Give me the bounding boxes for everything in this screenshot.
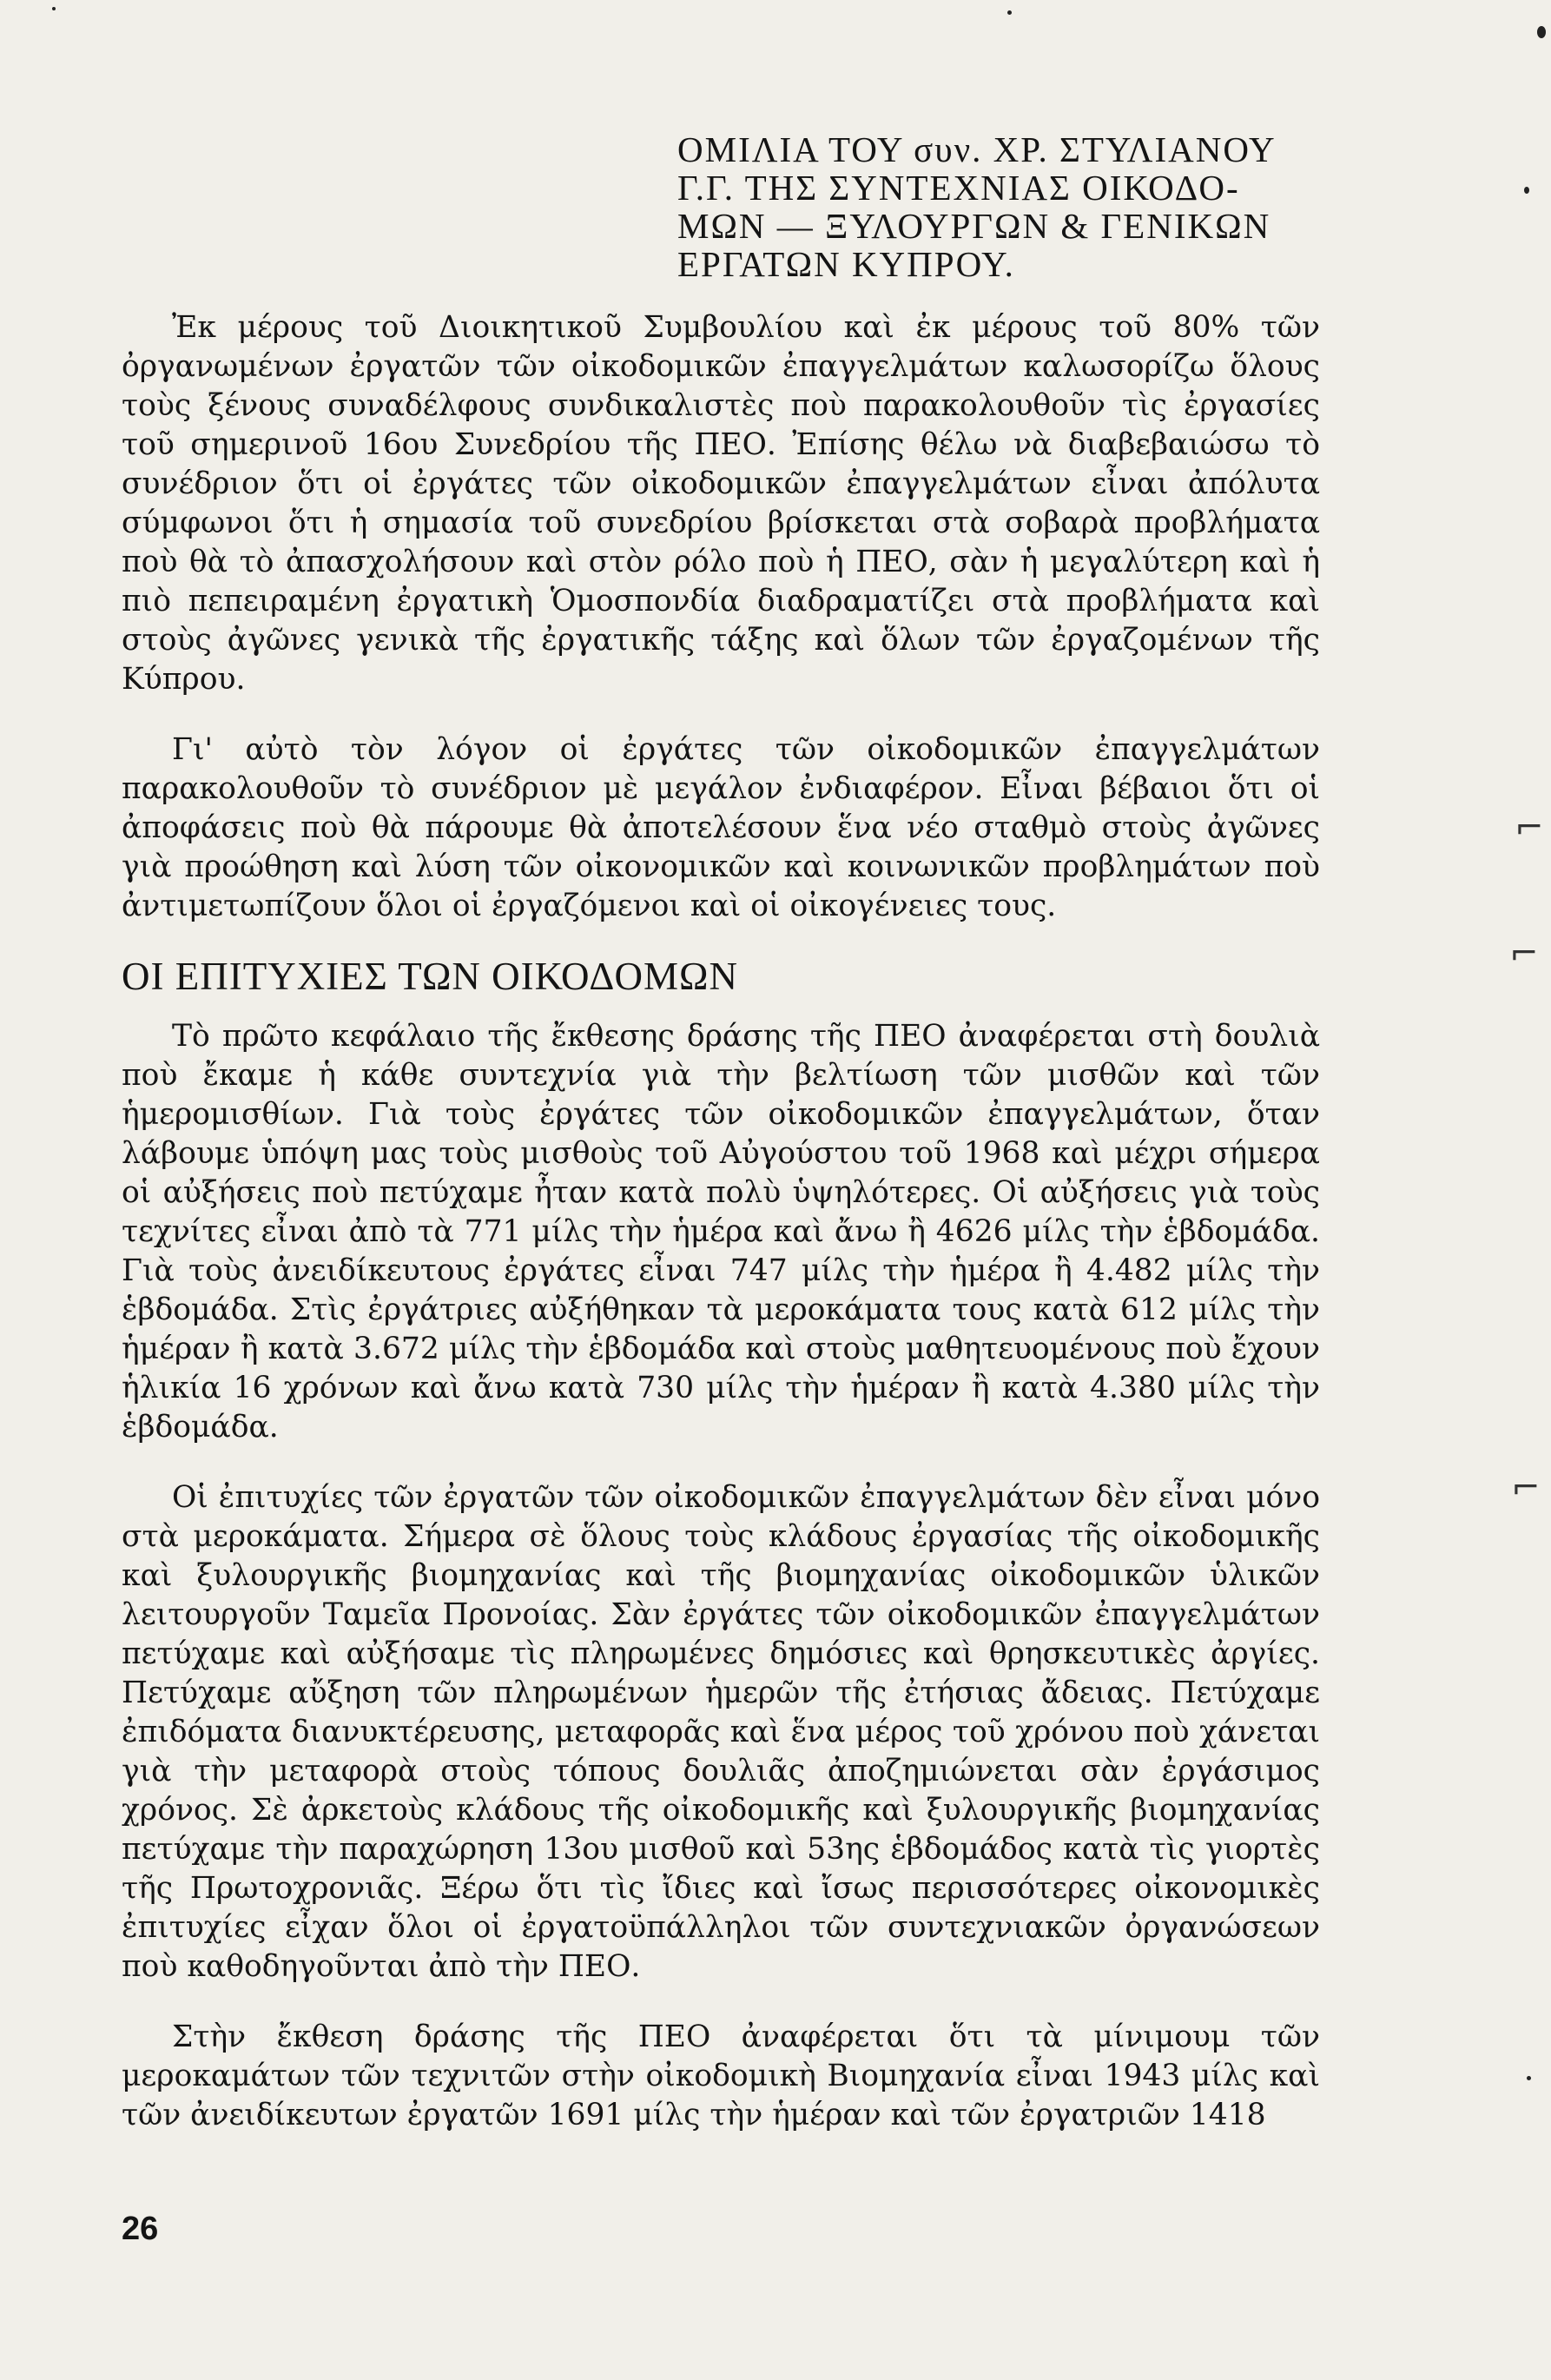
scan-speck — [52, 7, 56, 10]
speech-heading — [677, 130, 1337, 283]
heading-line: ΟΜΙΛΙΑ ΤΟΥ συν. ΧΡ. ΣΤΥΛΙΑΝΟΥ — [677, 129, 1277, 169]
paragraph: Οἱ ἐπιτυχίες τῶν ἐργατῶν τῶν οἰκοδομικῶν ἐπαγγελμάτων δὲν εἶναι μόνο στὰ μεροκάματα. Σήμερα σὲ ὅλους τοὺς κλάδους ἐργασίας τῆς οἰκοδομικῆς καὶ ξυλουργικῆς βιομηχανίας καὶ τῆς βιομηχανίας οἰκοδομικῶν ὑλικῶν λειτουργοῦν Ταμεῖα Προνοίας. Σὰν ἐργάτες τῶν οἰκοδομικῶν ἐπαγγελμάτων πετύχαμε καὶ αὐξήσαμε τὶς πληρωμένες δημόσιες καὶ θρησκευτικὲς ἀργίες. Πετύχαμε αὔξηση τῶν πληρωμένων ἡμερῶν τῆς ἐτήσιας ἄδειας. Πετύχαμε ἐπιδόματα διανυκτέρευσης, μεταφορᾶς καὶ ἕνα μέρος τοῦ χρόνου ποὺ χάνεται γιὰ τὴν μεταφορὰ στοὺς τόπους δουλιᾶς ἀποζημιώνεται σὰν ἐργάσιμος χρόνος. Σὲ ἀρκετοὺς κλάδους τῆς οἰκοδομικῆς καὶ ξυλουργικῆς βιομηχανίας πετύχαμε τὴν παραχώρηση 13ου μισθοῦ καὶ 53ης ἑβδομάδος κατὰ τὶς γιορτὲς τῆς Πρωτοχρονιᾶς. Ξέρω ὅτι τὶς ἴδιες καὶ ἴσως περισσότερες οἰκονομικὲς ἐπιτυχίες εἶχαν ὅλοι οἱ ἐργατοϋπάλληλοι τῶν συντεχνιακῶν ὀργανώσεων ποὺ καθοδηγοῦνται ἀπὸ τὴν ΠΕΟ. — [122, 1480, 1320, 1984]
body-text — [122, 308, 1320, 2166]
scan-speck — [1524, 187, 1529, 194]
page-number: 26 — [122, 2211, 159, 2247]
paragraph: Ἐκ μέρους τοῦ Διοικητικοῦ Συμβουλίου καὶ ἐκ μέρους τοῦ 80% τῶν ὀργανωμένων ἐργατῶν τῶν οἰκοδομικῶν ἐπαγγελμάτων καλωσορίζω ὅλους τοὺς ξένους συναδέλφους συνδικαλιστὲς ποὺ παρακολουθοῦν τὶς ἐργασίες τοῦ σημερινοῦ 16ου Συνεδρίου τῆς ΠΕΟ. Ἐπίσης θέλω νὰ διαβεβαιώσω τὸ συνέδριον ὅτι οἱ ἐργάτες τῶν οἰκοδομικῶν ἐπαγγελμάτων εἶναι ἀπόλυτα σύμφωνοι ὅτι ἡ σημασία τοῦ συνεδρίου βρίσκεται στὰ σοβαρὰ προβλήματα ποὺ θὰ τὸ ἀπασχολήσουν καὶ στὸν ρόλο ποὺ ἡ ΠΕΟ, σὰν ἡ μεγαλύτερη καὶ ἡ πιὸ πεπειραμένη ἐργατικὴ Ὁμοσπονδία διαδραματίζει στὰ προβλήματα καὶ στοὺς ἀγῶνες γενικὰ τῆς ἐργατικῆς τάξης καὶ ὅλων τῶν ἐργαζομένων τῆς Κύπρου. — [122, 310, 1320, 697]
paragraph: Τὸ πρῶτο κεφάλαιο τῆς ἔκθεσης δράσης τῆς ΠΕΟ ἀναφέρεται στὴ δουλιὰ ποὺ ἔκαμε ἡ κάθε συντεχνία γιὰ τὴν βελτίωση τῶν μισθῶν καὶ τῶν ἡμερομισθίων. Γιὰ τοὺς ἐργάτες τῶν οἰκοδομικῶν ἐπαγγελμάτων, ὅταν λάβουμε ὑπόψη μας τοὺς μισθοὺς τοῦ Αὐγούστου τοῦ 1968 καὶ μέχρι σήμερα οἱ αὐξήσεις ποὺ πετύχαμε ἦταν κατὰ πολὺ ὑψηλότερες. Οἱ αὐξήσεις γιὰ τοὺς τεχνίτες εἶναι ἀπὸ τὰ 771 μίλς τὴν ἡμέρα καὶ ἄνω ἢ 4626 μίλς τὴν ἑβδομάδα. Γιὰ τοὺς ἀνειδίκευτους ἐργάτες εἶναι 747 μίλς τὴν ἡμέρα ἢ 4.482 μίλς τὴν ἑβδομάδα. Στὶς ἐργάτριες αὐξήθηκαν τὰ μεροκάματα τους κατὰ 612 μίλς τὴν ἡμέραν ἢ κατὰ 3.672 μίλς τὴν ἑβδομάδα καὶ στοὺς μαθητευομένους ποὺ ἔχουν ἡλικία 16 χρόνων καὶ ἄνω κατὰ 730 μίλς τὴν ἡμέραν ἢ κατὰ 4.380 μίλς τὴν ἑβδομάδα. — [122, 1019, 1320, 1445]
scan-speck — [1527, 2076, 1531, 2080]
margin-mark: ⌐ — [1511, 1468, 1541, 1508]
scan-speck — [1537, 26, 1546, 38]
paragraph: Στὴν ἔκθεση δράσης τῆς ΠΕΟ ἀναφέρεται ὅτι τὰ μίνιμουμ τῶν μεροκαμάτων τῶν τεχνιτῶν στὴν οἰκοδομικὴ Βιομηχανία εἶναι 1943 μίλς καὶ τῶν ἀνειδίκευτων ἐργατῶν 1691 μίλς τὴν ἡμέραν καὶ τῶν ἐργατριῶν 1418 — [122, 2020, 1320, 2132]
heading-line: ΕΡΓΑΤΩΝ ΚΥΠΡΟΥ. — [677, 244, 1015, 284]
heading-line: Γ.Γ. ΤΗΣ ΣΥΝΤΕΧΝΙΑΣ ΟΙΚΟΔΟ- — [677, 168, 1240, 208]
paragraph: Γι' αὐτὸ τὸν λόγον οἱ ἐργάτες τῶν οἰκοδομικῶν ἐπαγγελμάτων παρακολουθοῦν τὸ συνέδριον μὲ μεγάλον ἐνδιαφέρον. Εἶναι βέβαιοι ὅτι οἱ ἀποφάσεις ποὺ θὰ πάρουμε θὰ ἀποτελέσουν ἕνα νέο σταθμὸ στοὺς ἀγῶνες γιὰ προώθηση καὶ λύση τῶν οἰκονομικῶν καὶ κοινωνικῶν προβλημάτων ποὺ ἀντιμετωπίζουν ὅλοι οἱ ἐργαζόμενοι καὶ οἱ οἰκογένειες τους. — [122, 732, 1320, 923]
margin-mark: ⌐ — [1509, 934, 1539, 974]
heading-line: ΜΩΝ — ΞΥΛΟΥΡΓΩΝ & ΓΕΝΙΚΩΝ — [677, 206, 1271, 246]
margin-mark: ⌐ — [1515, 808, 1544, 848]
section-title: ΟΙ ΕΠΙΤΥΧΙΕΣ ΤΩΝ ΟΙΚΟΔΟΜΩΝ — [122, 955, 738, 998]
scan-speck — [1007, 10, 1012, 15]
